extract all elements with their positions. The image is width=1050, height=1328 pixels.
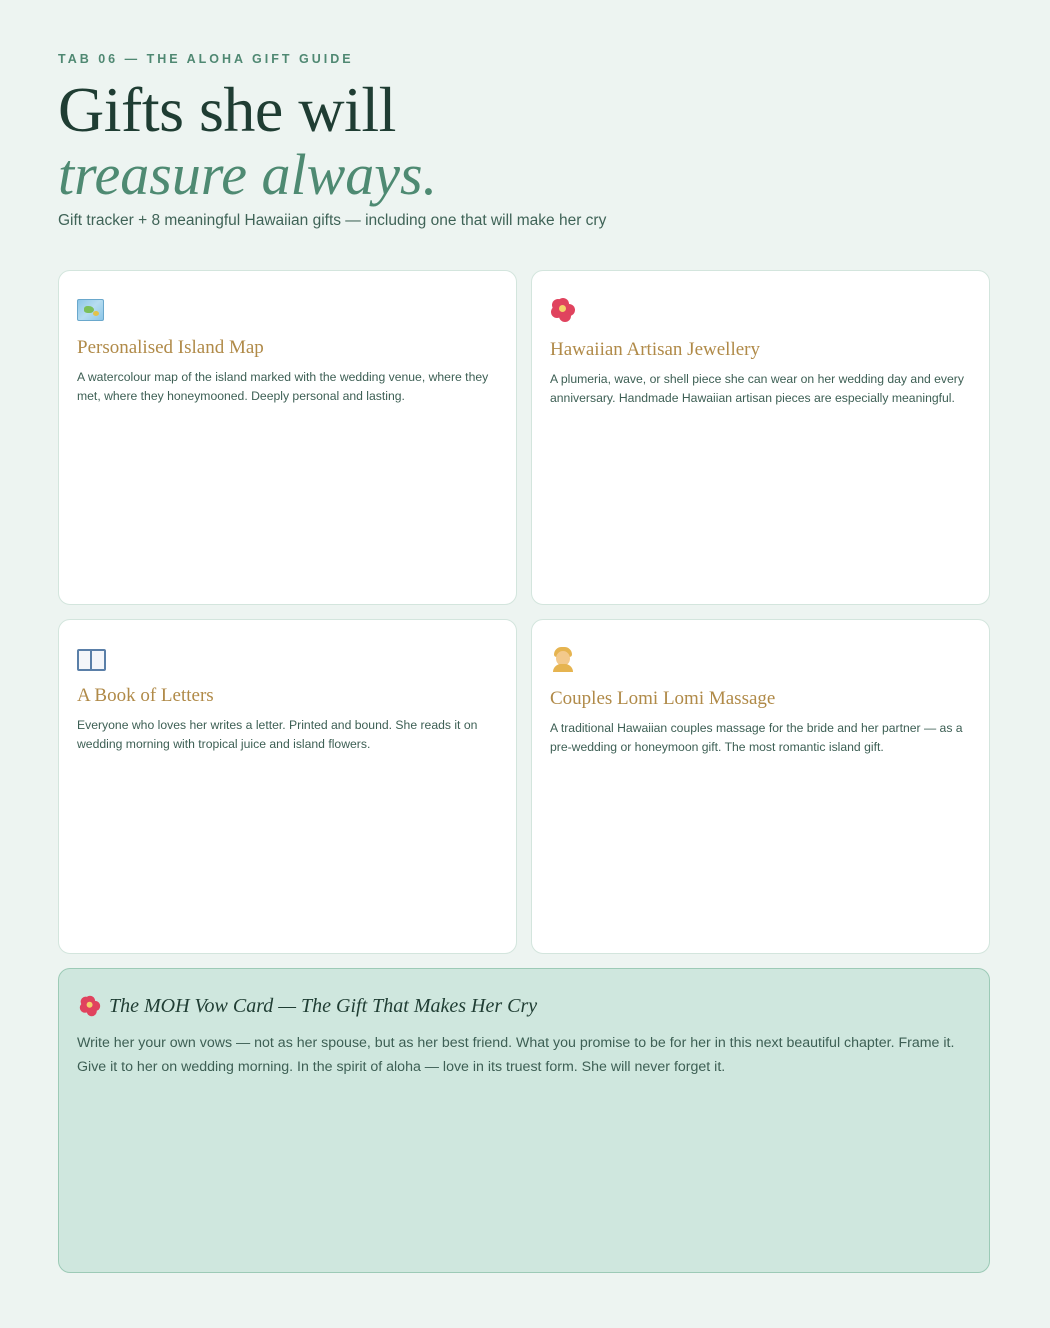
feature-title: The MOH Vow Card — The Gift That Makes Her Cry <box>109 995 538 1017</box>
gift-card-description: Everyone who loves her writes a letter. Printed and bound. She reads it on wedding morning with tropical juice and island flowers. <box>77 718 478 751</box>
feature-body: Write her your own vows — not as her spouse, but as her best friend. What you promise to be for her in this next beautiful chapter. Frame it. Give it to her on wedding morning. In the spirit of aloha — love in its truest form. She will never forget it. <box>77 1035 955 1075</box>
gift-card-lomi-massage <box>531 619 990 954</box>
page-title: Gifts she will <box>58 74 396 145</box>
gift-card-title: Personalised Island Map <box>77 337 264 358</box>
gift-card-description: A plumeria, wave, or shell piece she can wear on her wedding day and every anniversary. Handmade Hawaiian artisan pieces are especially meaningful. <box>550 372 964 405</box>
open-book-icon <box>77 649 104 669</box>
gift-card-book-of-letters <box>58 619 517 954</box>
gift-card-grid <box>58 270 990 954</box>
gift-card-title: A Book of Letters <box>77 685 214 706</box>
hibiscus-icon <box>550 297 576 323</box>
gift-card-title: Hawaiian Artisan Jewellery <box>550 339 760 360</box>
gift-card-title: Couples Lomi Lomi Massage <box>550 688 776 709</box>
section-eyebrow: TAB 06 — THE ALOHA GIFT GUIDE <box>58 52 354 66</box>
massage-icon <box>550 646 576 672</box>
moh-vow-card-feature <box>58 968 990 1273</box>
gift-card-description: A watercolour map of the island marked with the wedding venue, where they met, where they honeymooned. Deeply personal and lasting. <box>77 370 489 403</box>
map-icon <box>77 299 104 321</box>
gift-card-jewellery <box>531 270 990 605</box>
gift-card-description: A traditional Hawaiian couples massage for the bride and her partner — as a pre-wedding or honeymoon gift. The most romantic island gift. <box>550 721 963 754</box>
hibiscus-icon <box>79 995 101 1017</box>
gift-card-island-map <box>58 270 517 605</box>
feature-heading <box>77 991 971 1021</box>
page-subtitle: Gift tracker + 8 meaningful Hawaiian gifts — including one that will make her cry <box>58 212 607 229</box>
page-title-italic: treasure always. <box>58 142 438 207</box>
